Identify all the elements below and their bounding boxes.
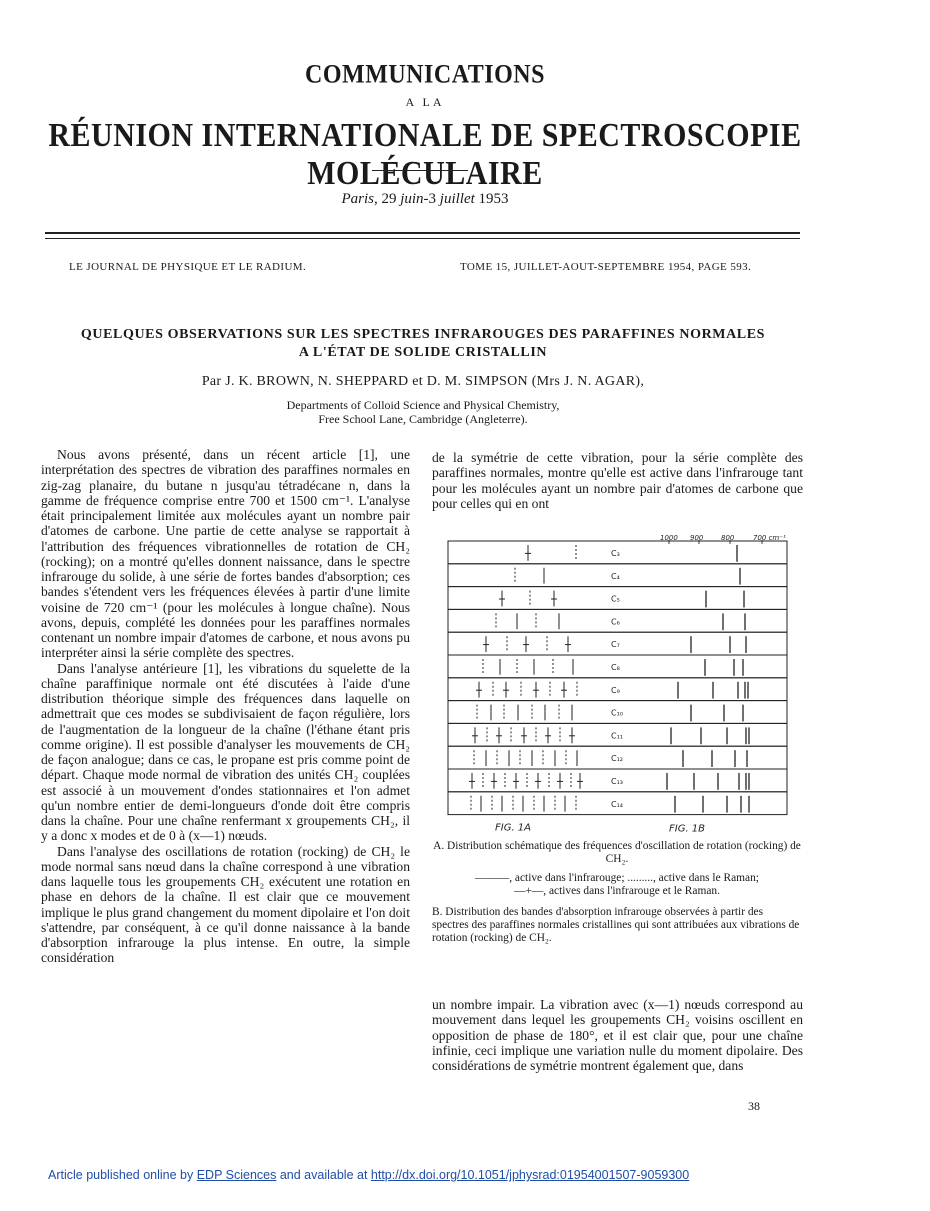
row-label: C₄: [611, 571, 620, 581]
row-label: C₁₁: [611, 731, 623, 741]
row-label: C₈: [611, 663, 620, 672]
figure-row: [448, 632, 787, 655]
caption-legend: ———, active dans l'infrarouge; ........., active dans le Raman; —+—, actives dans l'infrarouge et le Raman.: [475, 872, 759, 897]
figure-row: [448, 564, 787, 587]
header-communications: COMMUNICATIONS: [305, 60, 545, 89]
row-label: C₁₄: [611, 799, 623, 809]
scale-label: 1000: [660, 534, 678, 542]
caption-b: B. Distribution des bandes d'absorption infrarouge observées à partir des spectres des paraffines normales cristallines qui sont attribuées aux vibrations de rotation (rocking) de CH₂.: [432, 906, 800, 944]
paragraph-3: Dans l'analyse des oscillations de rotation (rocking) de CH₂ le mode normal sans nœud dans la chaîne correspond à une vibration dans laquelle tous les groupements CH₂ exécutent une rotation en phase en dehors de la chaîne. Il est clair que ce mouvement implique le plus grand changement du moment dipolaire et l'on doit s'attendre, par conséquent, à ce qu'il donne naissance à la bande d'absorption infrarouge la plus intense. En outre, la simple considération: [41, 843, 410, 966]
paragraph-1: Nous avons présenté, dans un récent article [1], une interprétation des spectres de vibration des paraffines normales en zig-zag planaire, du butane n jusqu'au tétradécane n, dans la gamme de fréquence comprise entre 700 et 1500 cm⁻¹. L'analyse était principalement limitée aux molécules ayant un nombre pair d'atomes de carbone. Une partie de cette analyse se rapportait à l'attribution des fréquences vibrationnelles de rotation de CH₂ (rocking); on a montré qu'elles donnent naissance, dans le spectre infrarouge du solide, à une série de fortes bandes d'absorption; ces bandes s'étendent vers les fréquences élevées à partir d'une limite voisine de 720 cm⁻¹ (pour les molécules à longue chaîne). Nous avons, depuis, complété les données pour les paraffines normales contenant un nombre impair d'atomes de carbone, et nous avons pu interpréter ainsi la série complète des spectres.: [41, 447, 410, 661]
figure-label-b: FIG. 1B: [669, 823, 706, 832]
page-number: 38: [748, 1099, 760, 1113]
figure-rocking-distribution: [443, 532, 793, 832]
figure-label-a: FIG. 1A: [495, 822, 532, 832]
row-label: C₅: [611, 594, 620, 604]
header-double-rule: [45, 232, 800, 239]
figure-row: [448, 609, 787, 632]
conference-date: Paris, 29 juin-3 juillet 1953: [341, 191, 509, 207]
header-conference: RÉUNION INTERNATIONALE DE SPECTROSCOPIE MOLÉCULAIRE: [48, 116, 802, 192]
body-column-right-bottom: [432, 997, 803, 1073]
figure-row: [448, 587, 787, 610]
doi-link[interactable]: http://dx.doi.org/10.1051/jphysrad:01954001507-9059300: [370, 1168, 690, 1182]
row-label: C₃: [611, 549, 620, 558]
header-a-la: A LA: [405, 95, 445, 109]
row-label: C₁₀: [611, 708, 623, 718]
figure-labels: [495, 823, 705, 832]
row-label: C₆: [611, 617, 620, 627]
paragraph-2: Dans l'analyse antérieure [1], les vibrations du squelette de la chaîne paraffinique normale ont été discutées à l'aide d'une distribution théorique simple des fréquences dans laquelle on admettrait que ces modes se subdivisaient de façon régulière, lors de l'augmentation de la longueur de la chaîne (l'éthane étant pris comme origine). Il est possible d'analyser les mouvements de CH₂ de façon analogue; dans ce cas, le propane est pris comme point de départ. Chaque mode normal de vibration des unités CH₂ couplées est associé à un mouvement d'ondes stationnaires et l'on admet qu'un nombre entier de demi-longueurs d'onde doit être compris dans la chaîne. Pour une chaîne renfermant x groupements CH₂, il y a donc x modes et de 0 à (x—1) nœuds.: [41, 660, 410, 844]
row-label: C₇: [611, 640, 620, 650]
figure-row: [448, 701, 787, 724]
publisher-link[interactable]: EDP Sciences: [196, 1168, 277, 1182]
figure-row: [448, 655, 787, 678]
figure-rows: [448, 541, 787, 815]
article-authors: Par J. K. BROWN, N. SHEPPARD et D. M. SIMPSON (Mrs J. N. AGAR),: [201, 374, 645, 389]
body-column-left: [41, 447, 410, 966]
figure-frequency-scale: [660, 534, 786, 544]
article-title: QUELQUES OBSERVATIONS SUR LES SPECTRES INFRAROUGES DES PARAFFINES NORMALES A L'ÉTAT DE SOLIDE CRISTALLIN: [80, 327, 766, 360]
scale-label: 800: [721, 534, 735, 542]
scale-label: 700 cm⁻¹: [753, 534, 786, 542]
article-affiliation: Departments of Colloid Science and Physical Chemistry, Free School Lane, Cambridge (Angleterre).: [286, 398, 560, 426]
figure-row: [448, 769, 787, 792]
body-column-right-top: [432, 450, 803, 511]
paragraph-4: de la symétrie de cette vibration, pour la série complète des paraffines normales, montre qu'elle est active dans l'infrarouge tant pour les molécules ayant un nombre pair d'atomes de carbone que pour celles qui en ont: [432, 450, 803, 511]
journal-name: LE JOURNAL DE PHYSIQUE ET LE RADIUM.: [69, 261, 307, 273]
caption-a: A. Distribution schématique des fréquences d'oscillation de rotation (rocking) de CH₂.: [433, 840, 801, 865]
issue-info: TOME 15, JUILLET-AOUT-SEPTEMBRE 1954, PAGE 593.: [460, 261, 752, 273]
figure-row: [448, 678, 787, 701]
figure-row: [448, 723, 787, 746]
figure-row: [448, 746, 787, 769]
row-label: C₉: [611, 685, 620, 695]
figure-row: [448, 792, 787, 815]
header-divider: [372, 170, 468, 171]
footer-availability: Article published online by EDP Sciences and available at http://dx.doi.org/10.1051/jphysrad:01954001507-9059300: [48, 1168, 690, 1182]
figure-row: [448, 541, 787, 564]
scale-label: 900: [690, 534, 704, 542]
paragraph-5: un nombre impair. La vibration avec (x—1) nœuds correspond au mouvement dans lequel les groupements CH₂ voisins oscillent en opposition de phase de 180°, et il est clair que, pour une chaîne infinie, ceci implique une variation nulle du moment dipolaire. Des considérations de symétrie montrent également que, dans: [432, 997, 803, 1073]
row-label: C₁₃: [611, 777, 623, 786]
row-label: C₁₂: [611, 754, 623, 764]
